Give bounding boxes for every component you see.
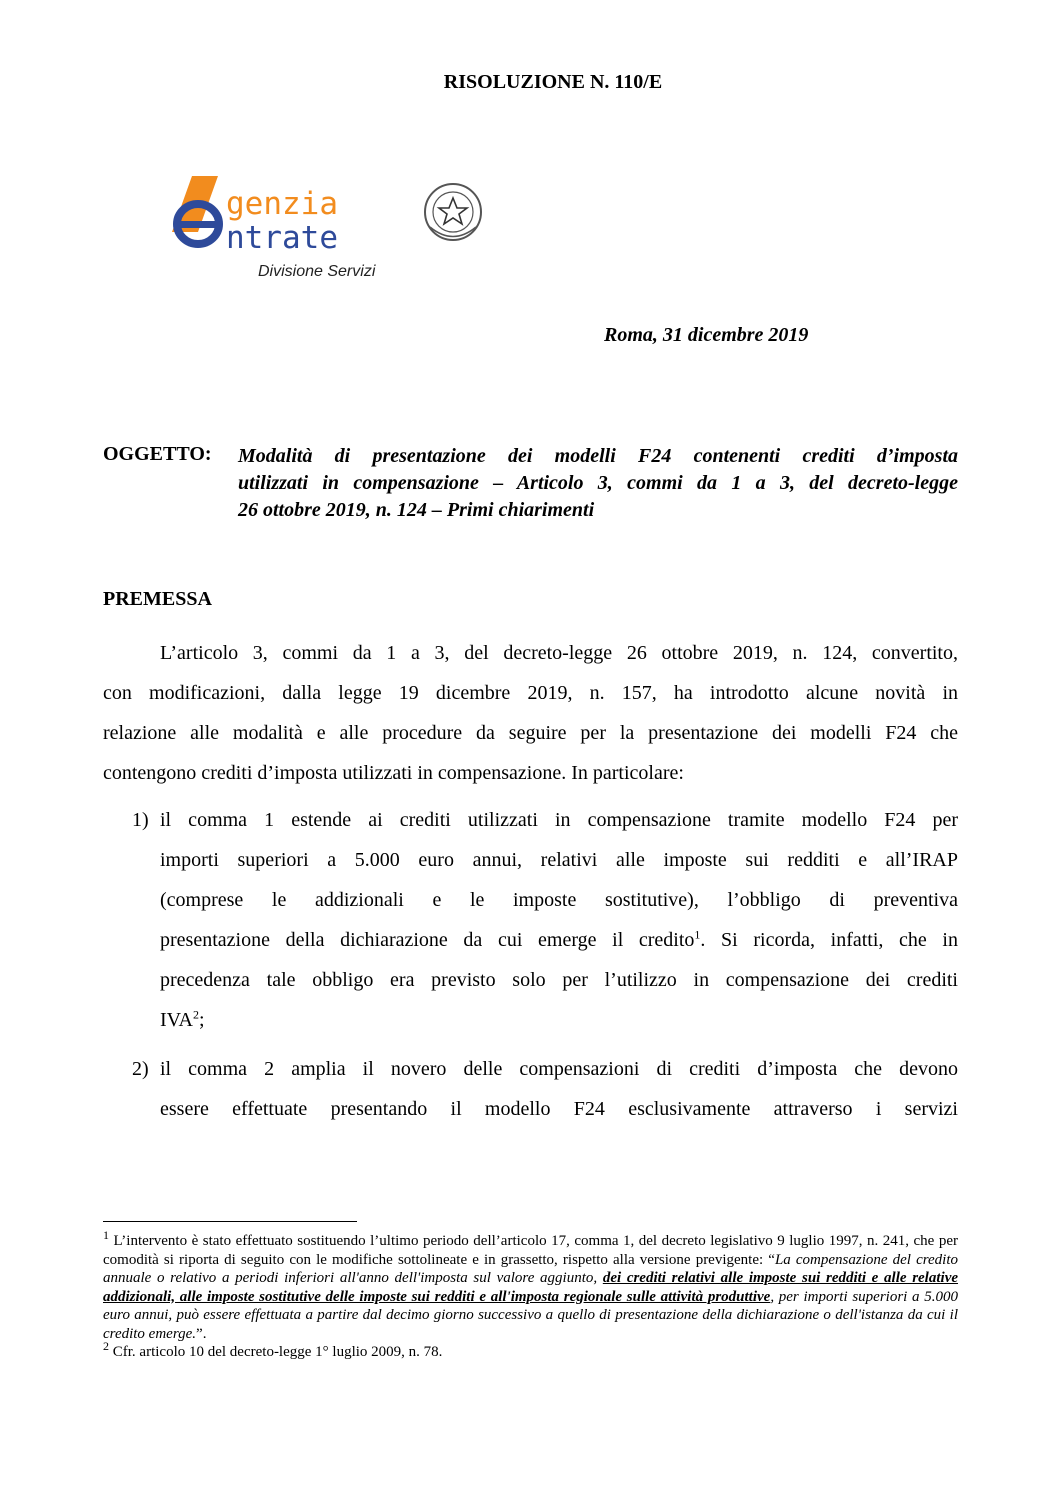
logo-word-ntrate: ntrate [226, 220, 338, 256]
list-item-line [160, 920, 958, 960]
subject-line: 26 ottobre 2019, n. 124 – Primi chiarimenti [238, 499, 595, 521]
list-item-line: essere effettuate presentando il modello F24 esclusivamente attraverso i servizi [160, 1098, 958, 1120]
list-item-line: importi superiori a 5.000 euro annui, relativi alle imposte sui redditi e all’IRAP [160, 849, 958, 871]
list-item-line: il comma 1 estende ai crediti utilizzati in compensazione tramite modello F24 per [160, 809, 958, 831]
logo-word-genzia: genzia [226, 186, 338, 222]
footnote-text: Cfr. articolo 10 del decreto-legge 1° luglio 2009, n. 78. [109, 1344, 443, 1360]
footnote-marker: 2 [103, 1339, 109, 1353]
logo-e-bar [178, 221, 219, 228]
paragraph-line: L’articolo 3, commi da 1 a 3, del decreto-legge 26 ottobre 2019, n. 124, convertito, [160, 642, 958, 664]
footnote-marker: 1 [103, 1228, 109, 1242]
list-item-line: il comma 2 amplia il novero delle compensazioni di crediti d’imposta che devono [160, 1058, 958, 1080]
list-item-number: 2) [132, 1058, 149, 1080]
line-text: IVA [160, 1009, 193, 1031]
list-item [132, 1049, 958, 1129]
footnote-quote: La compensazione del credito annuale o relativo a periodi inferiori all'anno dell'imposta sul valore aggiunto, [103, 1251, 959, 1286]
footnotes [103, 1228, 959, 1362]
list-item-line [160, 1000, 958, 1040]
paragraph-line: contengono crediti d’imposta utilizzati in compensazione. In particolare: [103, 762, 684, 784]
agenzia-entrate-logo [168, 172, 524, 282]
list-item-line: (comprese le addizionali e le imposte sostitutive), l’obbligo di preventiva [160, 889, 958, 911]
footnote-1 [103, 1228, 959, 1343]
footnote-2 [103, 1339, 958, 1362]
footnote-underlined: dei crediti relativi alle imposte sui redditi e alle relative addizionali, alle imposte sostitutive delle imposte sui redditi e all'imposta regionale sulle attività produttive [103, 1270, 959, 1305]
footnote-ref-1[interactable]: 1 [694, 927, 701, 942]
line-text: presentazione della dichiarazione da cui emerge il credito [160, 929, 695, 951]
list-item [132, 800, 958, 1040]
footnote-ref-2[interactable]: 2 [192, 1007, 199, 1022]
document-date: Roma, 31 dicembre 2019 [604, 324, 809, 346]
logo-division: Divisione Servizi [258, 263, 376, 280]
list-item-number: 1) [132, 809, 149, 831]
subject-line: utilizzati in compensazione – Articolo 3, commi da 1 a 3, del decreto-legge [238, 472, 958, 494]
line-text: ; [198, 1009, 205, 1031]
subject-line: Modalità di presentazione dei modelli F24 contenenti crediti d’imposta [238, 445, 958, 467]
list-item-line: precedenza tale obbligo era previsto solo per l’utilizzo in compensazione dei crediti [160, 969, 958, 991]
document-title: RISOLUZIONE N. 110/E [443, 71, 663, 93]
section-heading-premessa: PREMESSA [103, 588, 212, 610]
logo-graphic [168, 172, 524, 282]
subject-label: OGGETTO: [103, 443, 212, 465]
republic-emblem-icon [425, 184, 481, 240]
intro-paragraph [103, 633, 958, 793]
footnote-quote: , per importi superiori a 5.000 euro annui, può essere effettuata a partire dal decimo giorno successivo a quello di presentazione della dichiarazione o dell'istanza da cui il credito emerge. [103, 1288, 958, 1342]
footnote-divider [103, 1221, 357, 1222]
footnote-text: ”. [196, 1325, 207, 1342]
footnote-text: L’intervento è stato effettuato sostituendo l’ultimo periodo dell’articolo 17, comma 1, del decreto legislativo 9 luglio 1997, n. 241, che per comodità si riporta di seguito con le modifiche sottolineate e in grassetto, rispetto alla versione previgente: “ [103, 1233, 958, 1268]
paragraph-line: relazione alle modalità e alle procedure da seguire per la presentazione dei modelli F24 che [103, 722, 958, 744]
paragraph-line: con modificazioni, dalla legge 19 dicembre 2019, n. 157, ha introdotto alcune novità in [103, 682, 958, 704]
line-text: . Si ricorda, infatti, che in [700, 929, 958, 951]
subject-text [238, 443, 958, 524]
